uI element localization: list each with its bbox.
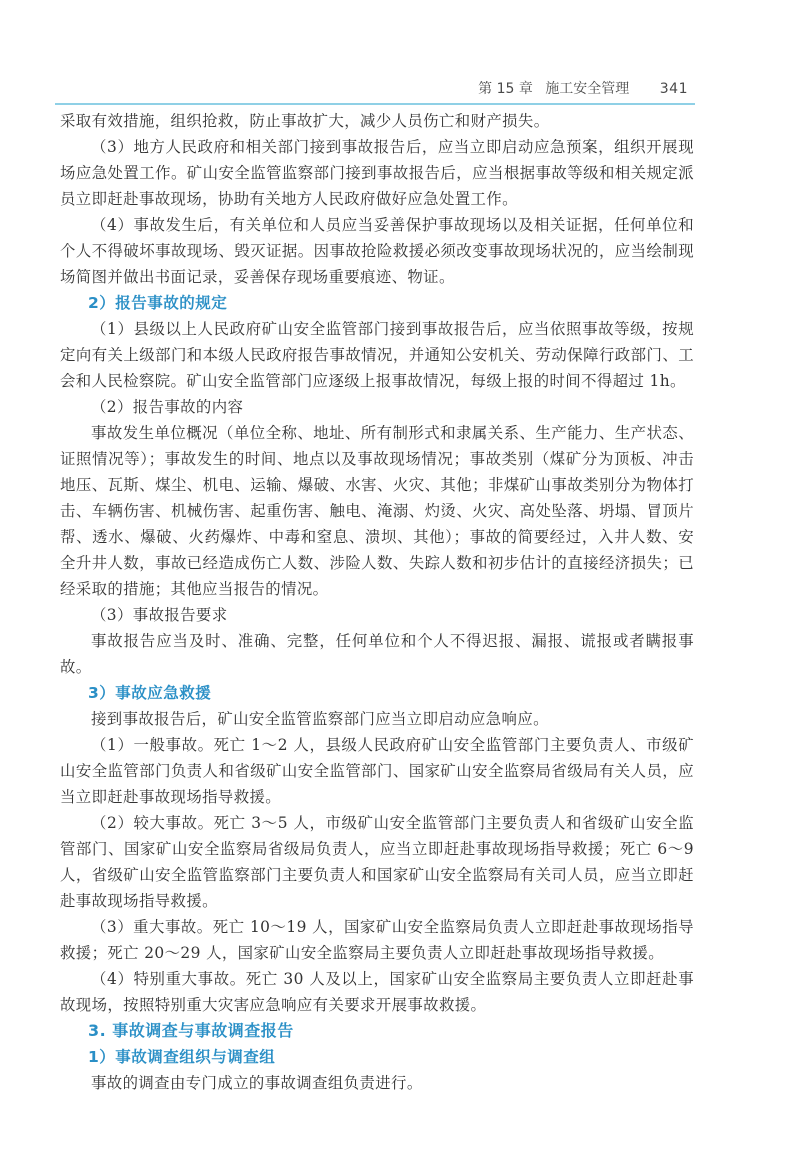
running-head — [478, 78, 688, 98]
paragraph-rescue-intro: 接到事故报告后，矿山安全监管监察部门应当立即启动应急响应。 — [91, 710, 549, 728]
paragraph-local-government: （3）地方人民政府和相关部门接到事故报告后，应当立即启动应急预案，组织开展现场应急处置工作。矿山安全监管监察部门接到事故报告后，应当根据事故等级和相关规定派员立即赶赴事故现场，协助有关地方人民政府做好应急处置工作。 — [60, 138, 694, 208]
paragraph-report-requirements: 事故报告应当及时、准确、完整，任何单位和个人不得迟报、漏报、谎报或者瞒报事故。 — [60, 632, 694, 676]
page-body — [60, 108, 694, 1096]
page-header — [0, 68, 800, 100]
paragraph-report-upward: （1）县级以上人民政府矿山安全监管部门接到事故报告后，应当依照事故等级，按规定向有关上级部门和本级人民政府报告事故情况，并通知公安机关、劳动保障行政部门、工会和人民检察院。矿山安全监管部门应逐级上报事故情况，每级上报的时间不得超过 1h。 — [60, 320, 694, 390]
heading-report-rules: 2）报告事故的规定 — [88, 294, 228, 312]
paragraph-report-content-title: （2）报告事故的内容 — [91, 398, 244, 416]
paragraph-investigation-team: 事故的调查由专门成立的事故调查组负责进行。 — [91, 1074, 423, 1092]
paragraph-extraordinary-accident: （4）特别重大事故。死亡 30 人及以上，国家矿山安全监察局主要负责人立即赶赴事故现场，按照特别重大灾害应急响应有关要求开展事故救援。 — [60, 970, 694, 1014]
paragraph-report-requirements-title: （3）事故报告要求 — [91, 606, 228, 624]
paragraph-major-accident: （3）重大事故。死亡 10～19 人，国家矿山安全监察局负责人立即赶赴事故现场指导救援；死亡 20～29 人，国家矿山安全监察局主要负责人立即赶赴事故现场指导救援。 — [60, 918, 694, 962]
paragraph-larger-accident: （2）较大事故。死亡 3～5 人，市级矿山安全监管部门主要负责人和省级矿山安全监管部门、国家矿山安全监察局省级局负责人，应当立即赶赴事故现场指导救援；死亡 6～9 人，省级矿山安全监管监察部门主要负责人和国家矿山安全监察局有关司人员，应当立即赶赴事故现场指导救援。 — [60, 814, 694, 910]
paragraph-report-content: 事故发生单位概况（单位全称、地址、所有制形式和隶属关系、生产能力、生产状态、证照情况等）；事故发生的时间、地点以及事故现场情况；事故类别（煤矿分为顶板、冲击地压、瓦斯、煤尘、机电、运输、爆破、水害、火灾、其他；非煤矿山事故类别分为物体打击、车辆伤害、机械伤害、起重伤害、触电、淹溺、灼烫、火灾、高处坠落、坍塌、冒顶片帮、透水、爆破、火药爆炸、中毒和窒息、溃坝、其他）；事故的简要经过，入井人数、安全升井人数，事故已经造成伤亡人数、涉险人数、失踪人数和初步估计的直接经济损失；已经采取的措施；其他应当报告的情况。 — [60, 424, 694, 598]
paragraph-continuation: 采取有效措施，组织抢救，防止事故扩大，减少人员伤亡和财产损失。 — [60, 112, 550, 130]
page-number: 341 — [659, 81, 688, 97]
heading-emergency-rescue: 3）事故应急救援 — [88, 684, 212, 702]
paragraph-general-accident: （1）一般事故。死亡 1～2 人，县级人民政府矿山安全监管部门主要负责人、市级矿山安全监管部门负责人和省级矿山安全监管部门、国家矿山安全监察局省级局有关人员，应当立即赶赴事故现场指导救援。 — [60, 736, 694, 806]
chapter-title: 施工安全管理 — [545, 81, 630, 97]
heading-investigation-organization: 1）事故调查组织与调查组 — [88, 1048, 276, 1066]
heading-investigation: 3. 事故调查与事故调查报告 — [88, 1021, 294, 1040]
chapter-number: 第 15 章 — [478, 81, 533, 97]
paragraph-scene-protection: （4）事故发生后，有关单位和人员应当妥善保护事故现场以及相关证据，任何单位和个人不得破坏事故现场、毁灭证据。因事故抢险救援必须改变事故现场状况的，应当绘制现场简图并做出书面记录，妥善保存现场重要痕迹、物证。 — [60, 216, 694, 286]
header-rule — [55, 103, 695, 105]
